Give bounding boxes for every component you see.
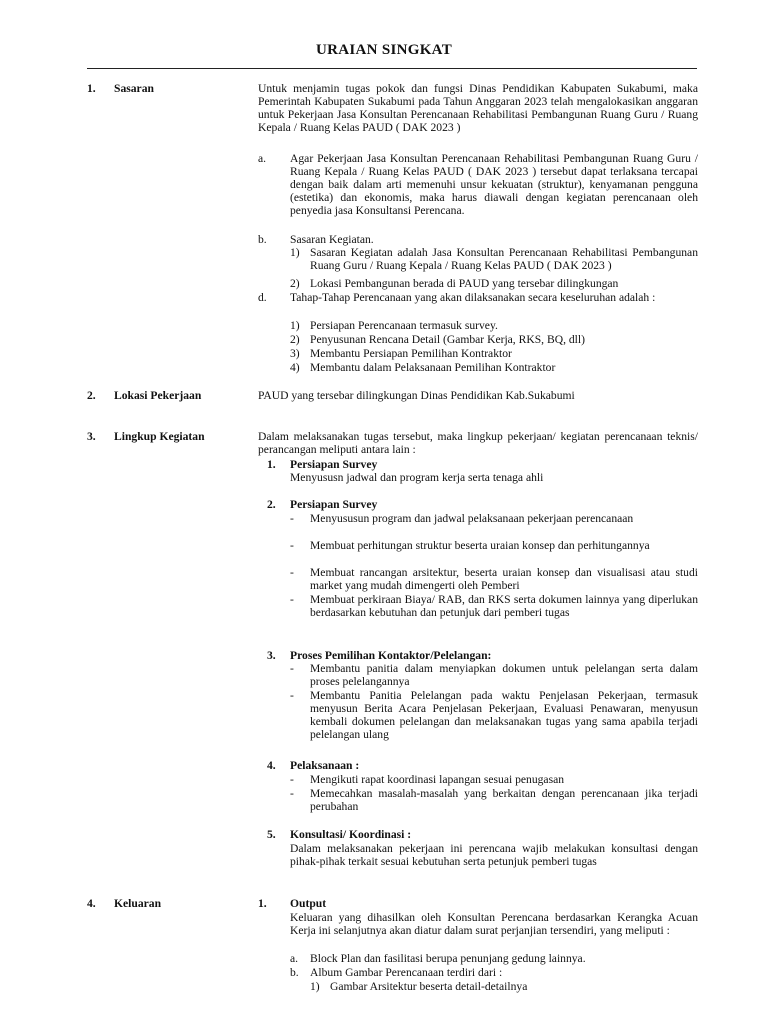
s3-item-4-bullet-2-dash: -: [290, 787, 294, 800]
s3-item-2-bullet-2: Membuat perhitungan struktur beserta uraian konsep dan perhitungannya: [310, 539, 650, 552]
s4-item-b-marker: b.: [290, 966, 299, 979]
s1-d-item-2-marker: 2): [290, 333, 300, 346]
s3-item-2-bullet-1: Menyususun program dan jadwal pelaksanaan pekerjaan perencanaan: [310, 512, 634, 525]
s3-item-4-number: 4.: [267, 759, 276, 772]
s1-item-b2-marker: 2): [290, 277, 300, 290]
s4-item-b1-marker: 1): [310, 980, 320, 993]
s1-item-b2-text: Lokasi Pembangunan berada di PAUD yang tersebar dilingkungan: [310, 277, 619, 290]
s3-item-5-heading: Konsultasi/ Koordinasi :: [290, 828, 412, 841]
s3-item-4-heading: Pelaksanaan :: [290, 759, 360, 772]
section-3-intro: Dalam melaksanakan tugas tersebut, maka lingkup pekerjaan/ kegiatan perencanaan teknis/ perancangan meliputi antara lain :: [258, 430, 698, 456]
s4-item-b-text: Album Gambar Perencanaan terdiri dari :: [310, 966, 503, 979]
s3-item-3-heading: Proses Pemilihan Kontaktor/Pelelangan:: [290, 649, 492, 662]
s1-item-d-text: Tahap-Tahap Perencanaan yang akan dilaksanakan secara keseluruhan adalah :: [290, 291, 656, 304]
s4-item-b1-text: Gambar Arsitektur beserta detail-detailnya: [330, 980, 528, 993]
s3-item-3-number: 3.: [267, 649, 276, 662]
s1-item-b-text: Sasaran Kegiatan.: [290, 233, 374, 246]
s3-item-3-bullet-2-dash: -: [290, 689, 294, 702]
s1-d-item-4-marker: 4): [290, 361, 300, 374]
s3-item-1-heading: Persiapan Survey: [290, 458, 378, 471]
s1-item-a-marker: a.: [258, 152, 267, 165]
section-4-label: Keluaran: [114, 897, 162, 910]
section-2-number: 2.: [87, 389, 96, 402]
s3-item-4-bullet-2: Memecahkan masalah-masalah yang berkaitan dengan perencanaan jika terjadi perubahan: [310, 787, 698, 813]
s1-item-d-marker: d.: [258, 291, 267, 304]
section-4-number: 4.: [87, 897, 96, 910]
section-1-number: 1.: [87, 82, 96, 95]
s1-item-b1-marker: 1): [290, 246, 300, 259]
s3-item-3-bullet-1: Membantu panitia dalam menyiapkan dokumen untuk pelelangan serta dalam proses pelelangannya: [310, 662, 698, 688]
s3-item-2-bullet-4: Membuat perkiraan Biaya/ RAB, dan RKS serta dokumen lainnya yang diperlukan berdasarkan kebutuhan dan petunjuk dari pemberi tugas: [310, 593, 698, 619]
s4-output-number: 1.: [258, 897, 267, 910]
s3-item-2-bullet-2-dash: -: [290, 539, 294, 552]
s4-item-a-marker: a.: [290, 952, 299, 965]
s3-item-5-number: 5.: [267, 828, 276, 841]
s3-item-2-bullet-1-dash: -: [290, 512, 294, 525]
section-3-label: Lingkup Kegiatan: [114, 430, 205, 443]
s3-item-3-bullet-1-dash: -: [290, 662, 294, 675]
s4-item-a-text: Block Plan dan fasilitasi berupa penunjang gedung lainnya.: [310, 952, 586, 965]
s4-output-text: Keluaran yang dihasilkan oleh Konsultan Perencana berdasarkan Kerangka Acuan Kerja ini selanjutnya akan diatur dalam surat perjanjian tersendiri, yang meliputi :: [290, 911, 698, 937]
section-1-intro: Untuk menjamin tugas pokok dan fungsi Dinas Pendidikan Kabupaten Sukabumi, maka Pemerintah Kabupaten Sukabumi pada Tahun Anggaran 2023 telah mengalokasikan anggaran untuk Pekerjaan Jasa Konsultan Perencanaan Rehabilitasi Pembangunan Ruang Guru / Ruang Kepala / Ruang Kelas PAUD ( DAK 2023 ): [258, 82, 698, 134]
s3-item-2-bullet-3-dash: -: [290, 566, 294, 579]
s3-item-1-text: Menyususn jadwal dan program kerja serta tenaga ahli: [290, 471, 544, 484]
s1-d-item-4-text: Membantu dalam Pelaksanaan Pemilihan Kontraktor: [310, 361, 556, 374]
title-divider: [87, 68, 697, 69]
section-3-number: 3.: [87, 430, 96, 443]
s3-item-4-bullet-1: Mengikuti rapat koordinasi lapangan sesuai penugasan: [310, 773, 565, 786]
s1-item-b-marker: b.: [258, 233, 267, 246]
section-1-label: Sasaran: [114, 82, 154, 95]
s3-item-5-text: Dalam melaksanakan pekerjaan ini perencana wajib melakukan konsultasi dengan pihak-pihak terkait sesuai kebutuhan serta petunjuk pemberi tugas: [290, 842, 698, 868]
s1-d-item-1-text: Persiapan Perencanaan termasuk survey.: [310, 319, 498, 332]
s1-d-item-2-text: Penyusunan Rencana Detail (Gambar Kerja, RKS, BQ, dll): [310, 333, 585, 346]
s3-item-2-bullet-4-dash: -: [290, 593, 294, 606]
s1-item-b1-text: Sasaran Kegiatan adalah Jasa Konsultan Perencanaan Rehabilitasi Pembangunan Ruang Guru / Ruang Kepala / Ruang Kelas PAUD ( DAK 2023 ): [310, 246, 698, 272]
s3-item-1-number: 1.: [267, 458, 276, 471]
section-2-text: PAUD yang tersebar dilingkungan Dinas Pendidikan Kab.Sukabumi: [258, 389, 575, 402]
s3-item-2-number: 2.: [267, 498, 276, 511]
s4-output-heading: Output: [290, 897, 327, 910]
s3-item-4-bullet-1-dash: -: [290, 773, 294, 786]
s1-d-item-3-text: Membantu Persiapan Pemilihan Kontraktor: [310, 347, 512, 360]
s1-item-a-text: Agar Pekerjaan Jasa Konsultan Perencanaan Rehabilitasi Pembangunan Ruang Guru / Ruang Kepala / Ruang Kelas PAUD ( DAK 2023 ) tersebut dapat terlaksana tercapai dengan baik dalam arti memenuhi unsur kekuatan (struktur), kenyamanan pengguna (estetika) dan ekonomis, maka harus diawali dengan kegiatan perencanaan oleh penyedia jasa Konsultansi Perencana.: [290, 152, 698, 217]
s1-d-item-1-marker: 1): [290, 319, 300, 332]
section-2-label: Lokasi Pekerjaan: [114, 389, 202, 402]
document-title: URAIAN SINGKAT: [315, 42, 453, 58]
s3-item-2-bullet-3: Membuat rancangan arsitektur, beserta uraian konsep dan visualisasi atau studi market yang mudah dimengerti oleh Pemberi: [310, 566, 698, 592]
s3-item-2-heading: Persiapan Survey: [290, 498, 378, 511]
s3-item-3-bullet-2: Membantu Panitia Pelelangan pada waktu Penjelasan Pekerjaan, termasuk menyusun Berita Acara Penjelasan Pekerjaan, Evaluasi Penawaran, menyusun kembali dokumen pelelangan dan melaksanakan tugas yang sama apabila terjadi pelelangan ulang: [310, 689, 698, 741]
s1-d-item-3-marker: 3): [290, 347, 300, 360]
